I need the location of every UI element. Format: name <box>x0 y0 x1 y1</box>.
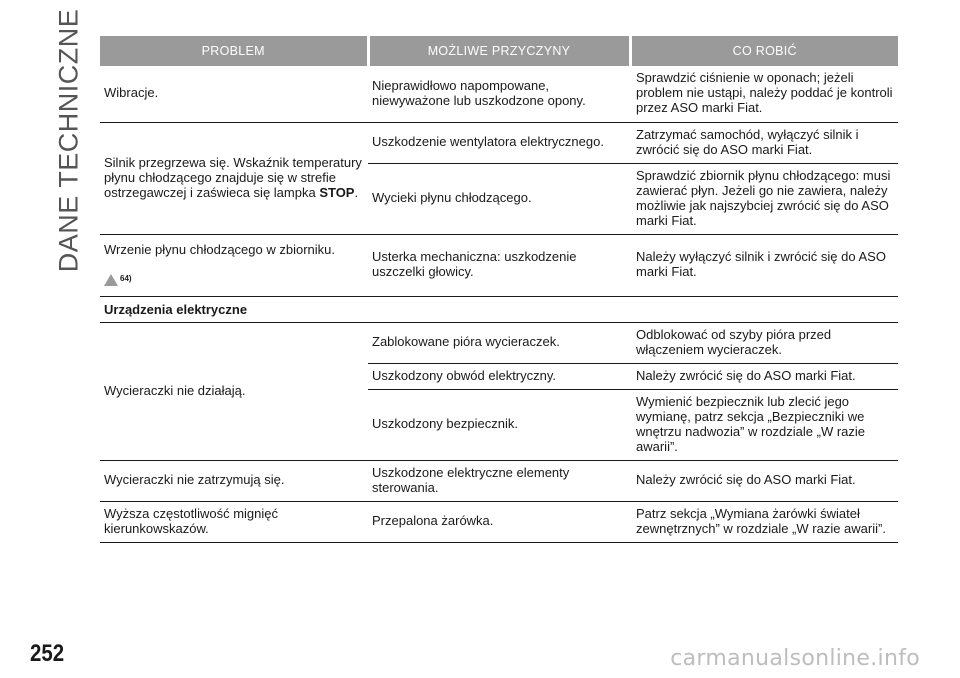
cause-cell: Uszkodzone elektryczne elementy sterowania. <box>368 460 630 501</box>
action-cell: Zatrzymać samochód, wyłączyć silnik i zwrócić się do ASO marki Fiat. <box>630 122 898 163</box>
problem-cell: Wyższa częstotliwość mignięć kierunkowskazów. <box>100 501 368 542</box>
problem-cell: Wibracje. <box>100 66 368 122</box>
header-action: CO ROBIĆ <box>630 36 898 66</box>
action-cell: Sprawdzić ciśnienie w oponach; jeżeli problem nie ustąpi, należy poddać je kontroli przez ASO marki Fiat. <box>630 66 898 122</box>
action-cell: Należy zwrócić się do ASO marki Fiat. <box>630 363 898 389</box>
problem-cell <box>100 234 368 296</box>
table-row <box>100 66 898 122</box>
cause-cell: Uszkodzenie wentylatora elektrycznego. <box>368 122 630 163</box>
troubleshooting-table <box>100 36 898 543</box>
action-cell: Należy zwrócić się do ASO marki Fiat. <box>630 460 898 501</box>
action-cell: Sprawdzić zbiornik płynu chłodzącego: musi zawierać płyn. Jeżeli go nie zawiera, należy możliwie jak najszybciej zwrócić się do ASO marki Fiat. <box>630 163 898 234</box>
problem-cell <box>100 122 368 234</box>
side-chapter-title-text: DANE TECHNICZNE <box>53 8 84 272</box>
stop-label: STOP <box>319 184 355 200</box>
cause-cell: Nieprawidłowo napompowane, niewyważone lub uszkodzone opony. <box>368 66 630 122</box>
section-row <box>100 296 898 322</box>
problem-text: Wrzenie płynu chłodzącego w zbiorniku. <box>104 242 335 257</box>
warning-reference-number: 64) <box>120 274 132 283</box>
table-row <box>100 234 898 296</box>
problem-cell: Wycieraczki nie zatrzymują się. <box>100 460 368 501</box>
warning-reference <box>104 271 132 286</box>
section-title: Urządzenia elektryczne <box>100 296 898 322</box>
table-header-row <box>100 36 898 66</box>
problem-text-end: . <box>354 184 359 200</box>
header-problem: PROBLEM <box>100 36 368 66</box>
cause-cell: Przepalona żarówka. <box>368 501 630 542</box>
page-number: 252 <box>30 640 65 667</box>
table-row <box>100 501 898 542</box>
table-row <box>100 322 898 363</box>
cause-cell: Uszkodzony obwód elektryczny. <box>368 363 630 389</box>
side-chapter-title <box>52 8 86 272</box>
action-cell: Odblokować od szyby pióra przed włączeniem wycieraczek. <box>630 322 898 363</box>
problem-cell: Wycieraczki nie działają. <box>100 322 368 460</box>
cause-cell: Zablokowane pióra wycieraczek. <box>368 322 630 363</box>
action-cell: Patrz sekcja „Wymiana żarówki świateł zewnętrznych” w rozdziale „W razie awarii”. <box>630 501 898 542</box>
cause-cell: Wycieki płynu chłodzącego. <box>368 163 630 234</box>
header-causes: MOŻLIWE PRZYCZYNY <box>368 36 630 66</box>
table-row <box>100 122 898 163</box>
action-cell: Należy wyłączyć silnik i zwrócić się do ASO marki Fiat. <box>630 234 898 296</box>
warning-triangle-icon <box>104 274 118 286</box>
table-row <box>100 460 898 501</box>
cause-cell: Usterka mechaniczna: uszkodzenie uszczelki głowicy. <box>368 234 630 296</box>
cause-cell: Uszkodzony bezpiecznik. <box>368 389 630 460</box>
watermark: carmanualsonline.info <box>670 646 920 671</box>
problem-text: Silnik przegrzewa się. Wskaźnik temperatury płynu chłodzącego znajduje się w strefie ostrzegawczej i zaświeca się lampka <box>104 154 362 200</box>
action-cell: Wymienić bezpiecznik lub zlecić jego wymianę, patrz sekcja „Bezpieczniki we wnętrzu nadwozia” w rozdziale „W razie awarii”. <box>630 389 898 460</box>
